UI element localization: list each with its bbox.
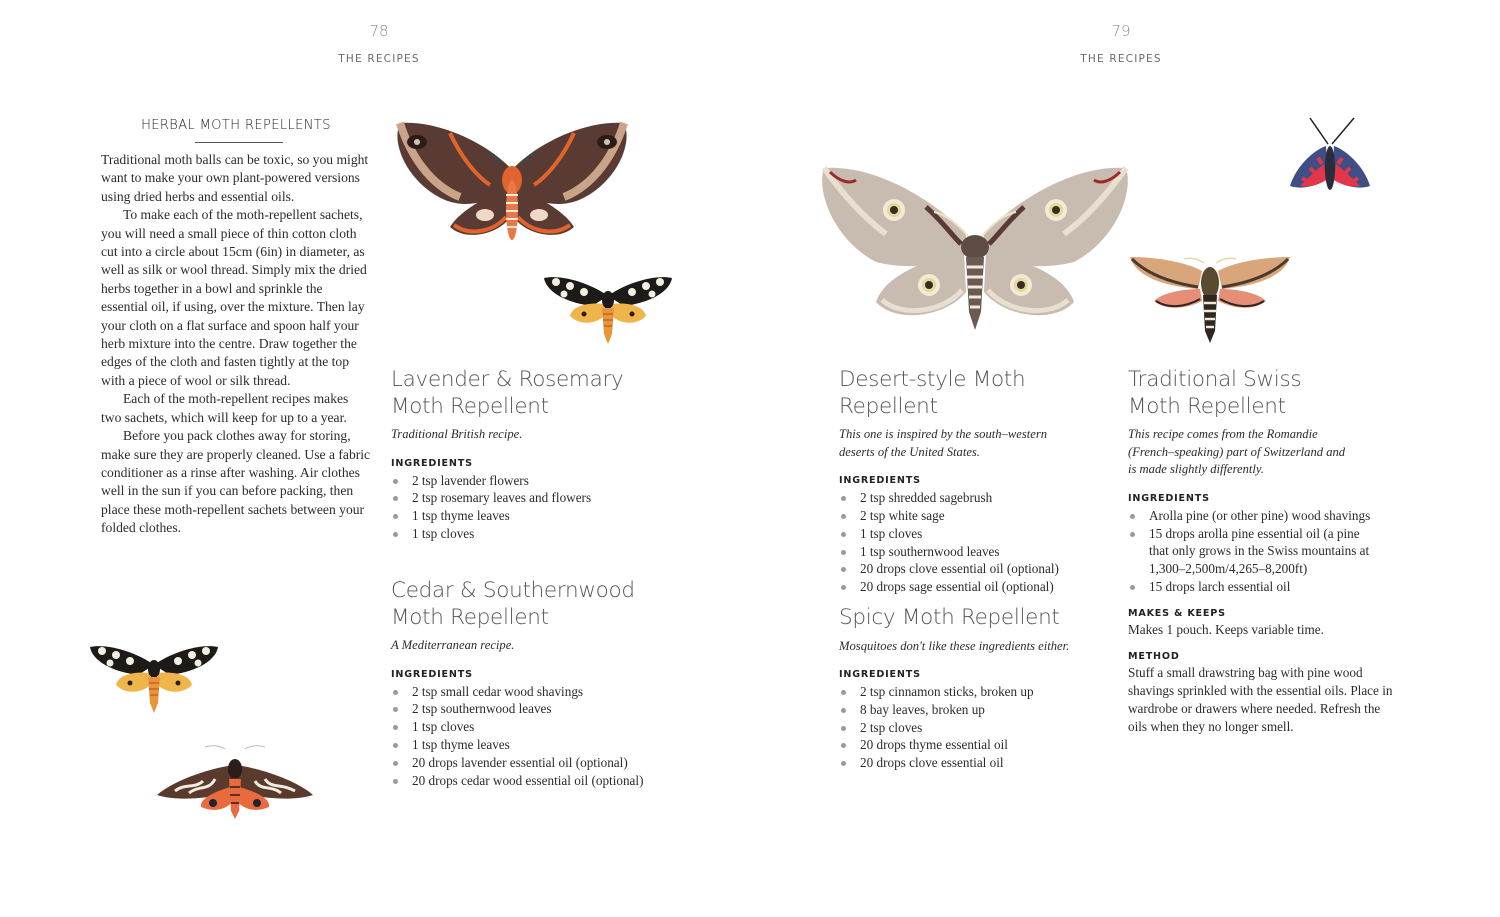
recipe-subtitle: Mosquitoes don't like these ingredients either. <box>839 638 1070 653</box>
bullet-icon <box>1130 514 1135 519</box>
ingredients-list <box>1128 507 1373 596</box>
ingredient-text: 2 tsp southernwood leaves <box>412 701 552 717</box>
recipe-traditional-swiss <box>1128 367 1396 736</box>
bullet-icon <box>1130 585 1135 590</box>
ingredient-item <box>391 772 651 790</box>
recipe-title <box>391 367 641 420</box>
bullet-icon <box>841 743 846 748</box>
recipe-title-line: Lavender & Rosemary <box>391 367 624 392</box>
intro-paragraph: Traditional moth balls can be toxic, so you might want to make your own plant-powered versions using dried herbs and essential oils. <box>101 152 369 204</box>
recipe-subtitle: This one is inspired by the south–western deserts of the United States. <box>839 427 1048 459</box>
intro-paragraph: Each of the moth-repellent recipes makes two sachets, which will keep for up to a year. <box>101 391 349 425</box>
ingredients-label: INGREDIENTS <box>391 457 473 469</box>
recipe-title-line: Moth Repellent <box>391 393 549 419</box>
ingredient-item <box>839 701 1079 719</box>
ingredient-item <box>839 507 1079 525</box>
ingredients-label: INGREDIENTS <box>839 669 921 681</box>
bullet-icon <box>841 496 846 501</box>
bullet-icon <box>841 726 846 731</box>
method-label: METHOD <box>1128 650 1180 662</box>
recipe-title-line: Moth Repellent <box>1128 393 1286 419</box>
ingredient-item <box>839 560 1079 578</box>
recipe-title <box>1128 367 1396 420</box>
intro-heading: HERBAL MOTH REPELLENTS <box>141 118 331 133</box>
ingredient-item <box>391 736 651 754</box>
ingredient-text: 2 tsp small cedar wood shavings <box>412 683 584 699</box>
ingredient-text: 2 tsp cinnamon sticks, broken up <box>860 684 1034 700</box>
ingredient-item <box>1128 525 1373 578</box>
bullet-icon <box>393 532 398 537</box>
garden-tiger-moth-illustration <box>155 743 315 823</box>
recipe-title-line: Cedar & Southernwood <box>391 578 635 603</box>
ingredient-item <box>839 736 1079 754</box>
ingredient-text: Arolla pine (or other pine) wood shavings <box>1149 507 1371 523</box>
ingredient-item <box>391 718 651 736</box>
bullet-icon <box>841 532 846 537</box>
bullet-icon <box>841 690 846 695</box>
bullet-icon <box>841 514 846 519</box>
cream-spot-tiger-moth-2-illustration <box>88 641 220 716</box>
bullet-icon <box>393 479 398 484</box>
heading-rule <box>195 142 283 143</box>
recipe-title: Desert-style Moth Repellent <box>839 367 1026 419</box>
ingredient-item <box>391 754 651 772</box>
ingredient-text: 20 drops clove essential oil (optional) <box>860 561 1059 577</box>
ingredients-list <box>391 683 651 790</box>
hawk-moth-illustration <box>1128 253 1292 345</box>
running-head-right: THE RECIPES <box>1080 53 1162 65</box>
recipe-subtitle: A Mediterranean recipe. <box>391 638 515 652</box>
intro-body <box>101 151 371 538</box>
recipe-desert-style <box>839 367 1079 596</box>
ingredient-text: 2 tsp cloves <box>860 719 923 735</box>
ingredient-item <box>1128 507 1373 525</box>
ingredient-text: 20 drops clove essential oil <box>860 755 1004 771</box>
bullet-icon <box>841 708 846 713</box>
recipe-title: Spicy Moth Repellent <box>839 605 1060 630</box>
ingredients-list <box>839 489 1079 596</box>
bullet-icon <box>393 779 398 784</box>
crimson-burnet-moth-illustration <box>1288 116 1372 194</box>
ingredient-text: 2 tsp white sage <box>860 507 945 523</box>
bullet-icon <box>393 496 398 501</box>
ingredient-text: 2 tsp rosemary leaves and flowers <box>412 490 592 506</box>
bullet-icon <box>1130 532 1135 537</box>
cecropia-moth-illustration <box>390 115 635 245</box>
ingredient-item <box>391 472 641 490</box>
makes-keeps-label: MAKES & KEEPS <box>1128 607 1226 619</box>
ingredient-item <box>839 578 1079 596</box>
bullet-icon <box>841 761 846 766</box>
ingredient-text: 1 tsp thyme leaves <box>412 508 510 524</box>
bullet-icon <box>393 514 398 519</box>
intro-paragraph: Before you pack clothes away for storing, make sure they are properly cleaned. Use a fabric conditioner as a rinse after washing. Air clothes well in the sun if you can before packing, then place these moth-repellent sachets between your folded clothes. <box>101 428 371 536</box>
bullet-icon <box>841 585 846 590</box>
ingredients-label: INGREDIENTS <box>1128 492 1210 504</box>
ingredient-item <box>839 543 1079 561</box>
ingredient-text: 1 tsp southernwood leaves <box>860 543 1000 559</box>
ingredient-item <box>1128 578 1373 596</box>
bullet-icon <box>393 690 398 695</box>
ingredients-label: INGREDIENTS <box>391 668 473 680</box>
ingredient-item <box>391 700 651 718</box>
ingredient-item <box>839 719 1079 737</box>
method-text: Stuff a small drawstring bag with pine wood shavings sprinkled with the essential oils. Place in wardrobe or drawers where needed. Refresh the oils when they no longer smell. <box>1128 664 1393 734</box>
recipe-cedar-southernwood <box>391 578 651 789</box>
recipe-title-line: Traditional Swiss <box>1128 367 1302 392</box>
bullet-icon <box>841 550 846 555</box>
intro-paragraph: To make each of the moth-repellent sachets, you will need a small piece of thin cotton cloth cut into a circle about 15cm (6in) in diameter, as well as silk or wool thread. Simply mix the dried herbs together in a bowl and sprinkle the essential oil, if using, over the mixture. Then lay your cloth on a flat surface and spoon half your herb mixture into the centre. Draw together the edges of the cloth and fasten tightly at the top with a piece of wool or silk thread. <box>101 207 367 388</box>
recipe-lavender-rosemary <box>391 367 641 543</box>
ingredient-text: 20 drops sage essential oil (optional) <box>860 579 1054 595</box>
ingredients-list <box>839 683 1079 772</box>
makes-keeps-text: Makes 1 pouch. Keeps variable time. <box>1128 621 1324 637</box>
intro-section <box>101 118 371 538</box>
bullet-icon <box>393 743 398 748</box>
ingredient-text: 20 drops thyme essential oil <box>860 737 1008 753</box>
ingredient-text: 15 drops arolla pine essential oil (a pine that only grows in the Swiss mountains at 1,300–2,500m/4,265–8,200ft) <box>1149 525 1370 577</box>
ingredient-item <box>839 683 1079 701</box>
ingredient-text: 2 tsp shredded sagebrush <box>860 490 993 506</box>
bullet-icon <box>841 567 846 572</box>
ingredient-item <box>839 525 1079 543</box>
ingredients-list <box>391 472 641 543</box>
ingredient-text: 1 tsp cloves <box>412 719 475 735</box>
ingredients-label: INGREDIENTS <box>839 475 921 487</box>
recipe-title <box>391 578 651 631</box>
ingredient-item <box>391 683 651 701</box>
ingredient-text: 15 drops larch essential oil <box>1149 578 1291 594</box>
ingredient-item <box>391 525 641 543</box>
ingredient-text: 1 tsp cloves <box>412 525 475 541</box>
bullet-icon <box>393 725 398 730</box>
running-head-left: THE RECIPES <box>338 53 420 65</box>
emperor-moth-illustration <box>816 162 1134 334</box>
ingredient-text: 2 tsp lavender flowers <box>412 472 529 488</box>
ingredient-text: 1 tsp cloves <box>860 525 923 541</box>
recipe-subtitle: Traditional British recipe. <box>391 427 523 441</box>
recipe-subtitle: This recipe comes from the Romandie (French–speaking) part of Switzerland and is made slightly differently. <box>1128 427 1346 477</box>
page-number-right: 79 <box>1111 22 1131 40</box>
ingredient-item <box>839 754 1079 772</box>
cream-spot-tiger-moth-illustration <box>542 272 674 347</box>
ingredient-text: 20 drops cedar wood essential oil (optional) <box>412 772 644 788</box>
ingredient-text: 8 bay leaves, broken up <box>860 701 985 717</box>
ingredient-text: 20 drops lavender essential oil (optional) <box>412 754 628 770</box>
bullet-icon <box>393 761 398 766</box>
page-number-left: 78 <box>369 22 389 40</box>
bullet-icon <box>393 707 398 712</box>
recipe-title-line: Moth Repellent <box>391 604 549 630</box>
ingredient-item <box>391 489 641 507</box>
recipe-spicy <box>839 605 1079 772</box>
ingredient-item <box>839 489 1079 507</box>
ingredient-text: 1 tsp thyme leaves <box>412 736 510 752</box>
ingredient-item <box>391 507 641 525</box>
